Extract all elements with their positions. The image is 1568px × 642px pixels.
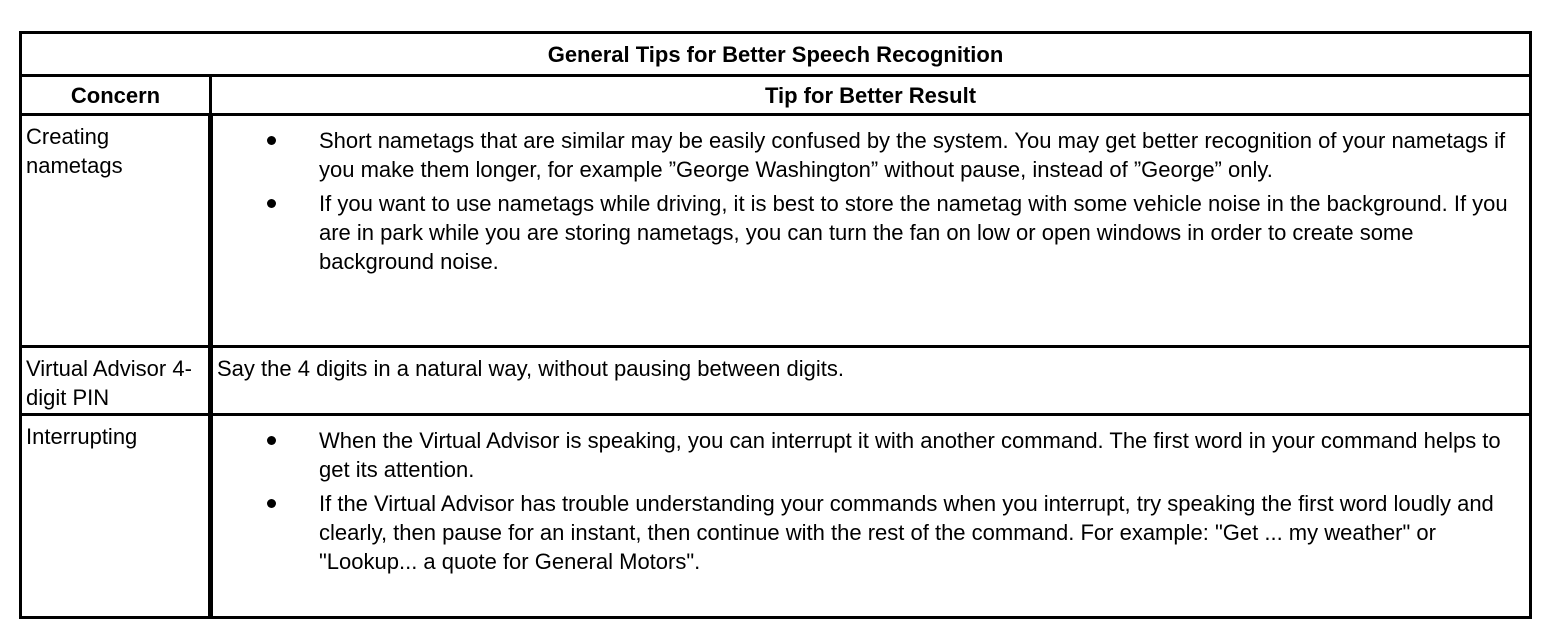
bullet-icon [267, 136, 276, 145]
table-title: General Tips for Better Speech Recognition [21, 33, 1531, 76]
concern-column-header: Concern [21, 76, 211, 115]
tip-list-item [319, 126, 1515, 184]
tip-list-item [319, 426, 1515, 484]
tip-text: Short nametags that are similar may be easily confused by the system. You may get better recognition of your nametags if you make them longer, for example ”George Washington” without pause, instead of ”George” only. [319, 128, 1506, 182]
tip-cell [211, 115, 1531, 347]
bullet-icon [267, 499, 276, 508]
tip-list [213, 126, 1515, 276]
tip-text: If you want to use nametags while driving, it is best to store the nametag with some vehicle noise in the background. If you are in park while you are storing nametags, you can turn the fan on low or open windows in order to create some background noise. [319, 191, 1508, 274]
bullet-icon [267, 436, 276, 445]
table-row [21, 347, 1531, 415]
tip-cell [211, 415, 1531, 618]
tip-text: When the Virtual Advisor is speaking, you can interrupt it with another command. The first word in your command helps to get its attention. [319, 428, 1501, 482]
tip-text: If the Virtual Advisor has trouble understanding your commands when you interrupt, try speaking the first word loudly and clearly, then pause for an instant, then continue with the rest of the command. For example: "Get ... my weather" or "Lookup... a quote for General Motors". [319, 491, 1494, 574]
tip-column-header: Tip for Better Result [211, 76, 1531, 115]
table-row [21, 415, 1531, 618]
bullet-icon [267, 199, 276, 208]
table-row [21, 115, 1531, 347]
speech-tips-table [19, 31, 1532, 619]
tip-list [213, 426, 1515, 576]
concern-cell: Creating nametags [21, 115, 211, 347]
tip-cell: Say the 4 digits in a natural way, without pausing between digits. [211, 347, 1531, 415]
tip-list-item [319, 489, 1515, 576]
tip-list-item [319, 189, 1515, 276]
concern-cell: Interrupting [21, 415, 211, 618]
concern-cell: Virtual Advisor 4-digit PIN [21, 347, 211, 415]
